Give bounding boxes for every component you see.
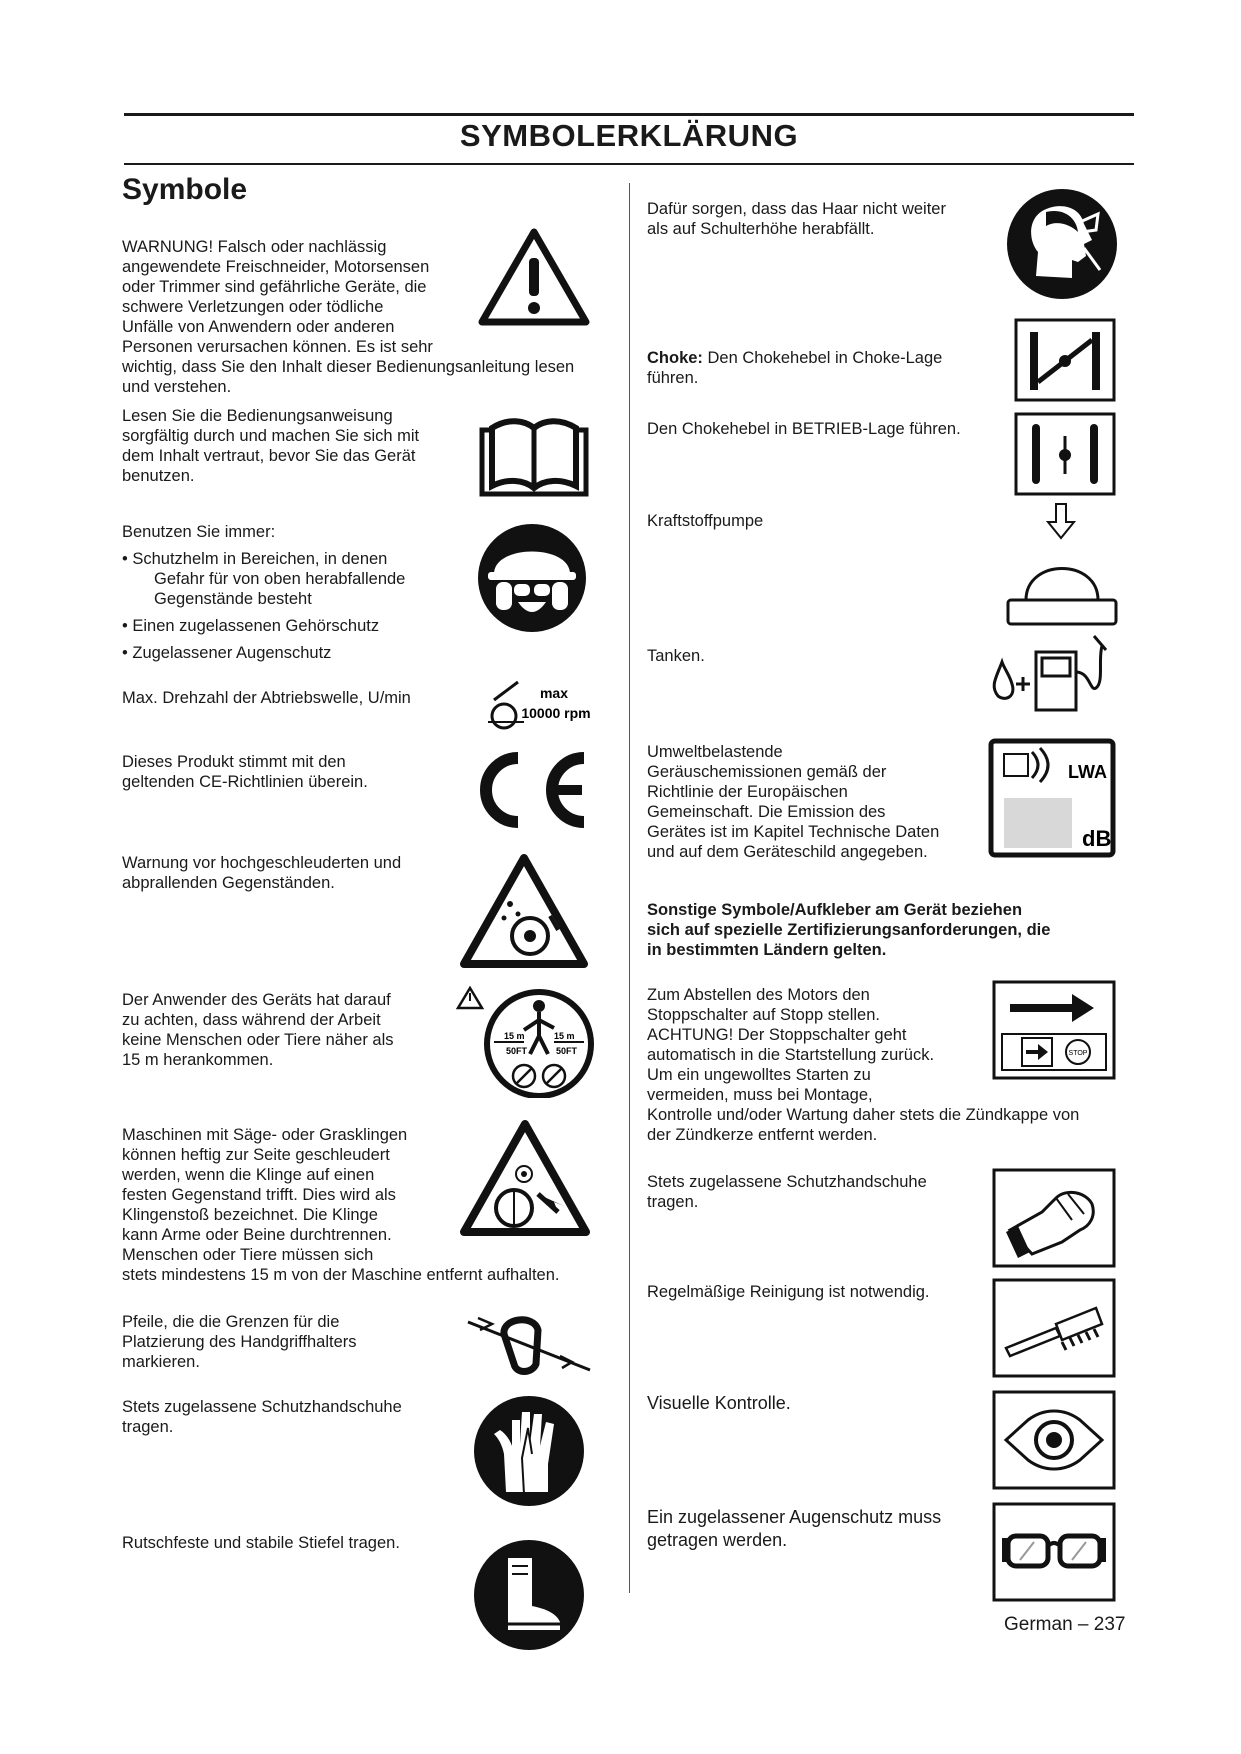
cleaning-brush-icon	[992, 1278, 1116, 1378]
safety-glasses-icon	[992, 1502, 1116, 1602]
svg-text:dB: dB	[1082, 826, 1112, 851]
thrown-objects-warning-icon	[458, 852, 590, 970]
ce-mark-icon	[462, 748, 594, 832]
svg-text:max: max	[539, 685, 569, 701]
cleaning-text: Regelmäßige Reinigung ist notwendig.	[647, 1283, 930, 1301]
svg-text:50FT: 50FT	[506, 1046, 528, 1056]
column-divider	[629, 183, 630, 1593]
svg-text:STOP: STOP	[1068, 1050, 1088, 1057]
max-rpm-icon	[474, 678, 598, 730]
safety-distance-15m-icon	[454, 984, 594, 1098]
top-rule	[124, 113, 1134, 116]
page-number: German – 237	[1004, 1614, 1126, 1635]
choke-closed-icon	[1014, 318, 1116, 402]
svg-text:15 m: 15 m	[554, 1031, 575, 1041]
title-rule	[124, 163, 1134, 165]
max-speed-text: Max. Drehzahl der Abtriebswelle, U/min	[122, 689, 411, 707]
protective-gloves-icon-left	[472, 1394, 586, 1508]
blade-thrust-text: Maschinen mit Säge- oder Grasklingen können heftig zur Seite geschleudert werden, wenn die Klinge auf einen festen Gegenstand trifft. Dies wird als Klingenstoß bezeichnet. Die Klinge kann Arme oder Beine durchtrennen. Menschen oder Tiere müssen sich stets mindestens 15 m von der Maschine entfernt aufhalten.	[122, 1126, 560, 1284]
protective-gloves-icon-right	[992, 1168, 1116, 1268]
gloves-text-left: Stets zugelassene Schutzhandschuhe tragen.	[122, 1398, 402, 1436]
warning-triangle-icon	[478, 228, 590, 326]
read-manual-text: Lesen Sie die Bedienungsanweisung sorgfältig durch und machen Sie sich mit dem Inhalt vertraut, bevor Sie das Gerät benutzen.	[122, 407, 420, 485]
handle-text: Pfeile, die die Grenzen für die Platzierung des Handgriffhalters markieren.	[122, 1313, 357, 1371]
svg-text:10000 rpm: 10000 rpm	[521, 705, 591, 721]
gloves-text-right: Stets zugelassene Schutzhandschuhe tragen.	[647, 1173, 927, 1211]
choke-text: Choke: Den Chokehebel in Choke-Lage führen.	[647, 349, 943, 387]
svg-text:LWA: LWA	[1068, 762, 1107, 782]
section-title: Symbole	[122, 173, 248, 206]
ce-text: Dieses Produkt stimmt mit den geltenden CE-Richtlinien überein.	[122, 753, 368, 791]
visual-inspection-eye-icon	[992, 1390, 1116, 1490]
stop-text: Zum Abstellen des Motors den Stoppschalter auf Stopp stellen. ACHTUNG! Der Stoppschalter geht automatisch in die Startstellung zurück. Um ein ungewolltes Starten zu vermeiden, muss bei Montage, Kontrolle und/oder Wartung daher stets die Zündkappe von der Zündkerze entfernt werden.	[647, 986, 1080, 1144]
warning-text: WARNUNG! Falsch oder nachlässig angewendete Freischneider, Motorsensen oder Trimmer sind gefährliche Geräte, die schwere Verletzungen oder tödliche Unfälle von Anwendern oder anderen Personen verursachen können. Es ist sehr wichtig, dass Sie den Inhalt dieser Bedienungsanleitung lesen und verstehen.	[122, 238, 575, 396]
visual-text: Visuelle Kontrolle.	[647, 1393, 791, 1413]
run-text: Den Chokehebel in BETRIEB-Lage führen.	[647, 420, 961, 438]
noise-emission-icon	[988, 738, 1116, 858]
eyewear-text: Ein zugelassener Augenschutz muss getragen werden.	[647, 1507, 942, 1550]
fuel-pump-text: Kraftstoffpumpe	[647, 512, 764, 530]
boots-text: Rutschfeste und stabile Stiefel tragen.	[122, 1534, 400, 1552]
refuel-text: Tanken.	[647, 647, 705, 665]
safety-boots-icon	[472, 1538, 586, 1652]
handle-limit-arrows-icon	[464, 1312, 594, 1378]
svg-text:50FT: 50FT	[556, 1046, 578, 1056]
helmet-hearing-eye-protection-icon	[476, 522, 588, 634]
refuel-icon	[986, 632, 1114, 714]
ppe-text: Benutzen Sie immer: • Schutzhelm in Bereichen, in denen Gefahr für von oben herabfallende Gegenstände besteht • Einen zugelassenen Gehörschutz • Zugelassener Augenschutz	[122, 523, 406, 662]
page-title: SYMBOLERKLÄRUNG	[459, 118, 799, 153]
projectiles-text: Warnung vor hochgeschleuderten und abprallenden Gegenständen.	[122, 854, 402, 892]
hair-text: Dafür sorgen, dass das Haar nicht weiter als auf Schulterhöhe herabfällt.	[647, 200, 946, 238]
read-manual-icon	[478, 414, 590, 498]
hair-length-icon	[1006, 188, 1118, 300]
stop-switch-icon	[992, 980, 1116, 1080]
other-symbols-text: Sonstige Symbole/Aufkleber am Gerät beziehen sich auf spezielle Zertifizierungsanforderungen, die in bestimmten Ländern gelten.	[647, 901, 1051, 959]
noise-text: Umweltbelastende Geräuschemissionen gemäß der Richtlinie der Europäischen Gemeinschaft. Die Emission des Gerätes ist im Kapitel Technische Daten und auf dem Geräteschild angegeben.	[647, 743, 940, 861]
distance-text: Der Anwender des Geräts hat darauf zu achten, dass während der Arbeit keine Menschen oder Tiere näher als 15 m herankommen.	[122, 991, 394, 1069]
fuel-pump-primer-icon	[1004, 500, 1120, 630]
choke-run-icon	[1014, 412, 1116, 496]
blade-thrust-warning-icon	[458, 1118, 592, 1238]
svg-text:15 m: 15 m	[504, 1031, 525, 1041]
